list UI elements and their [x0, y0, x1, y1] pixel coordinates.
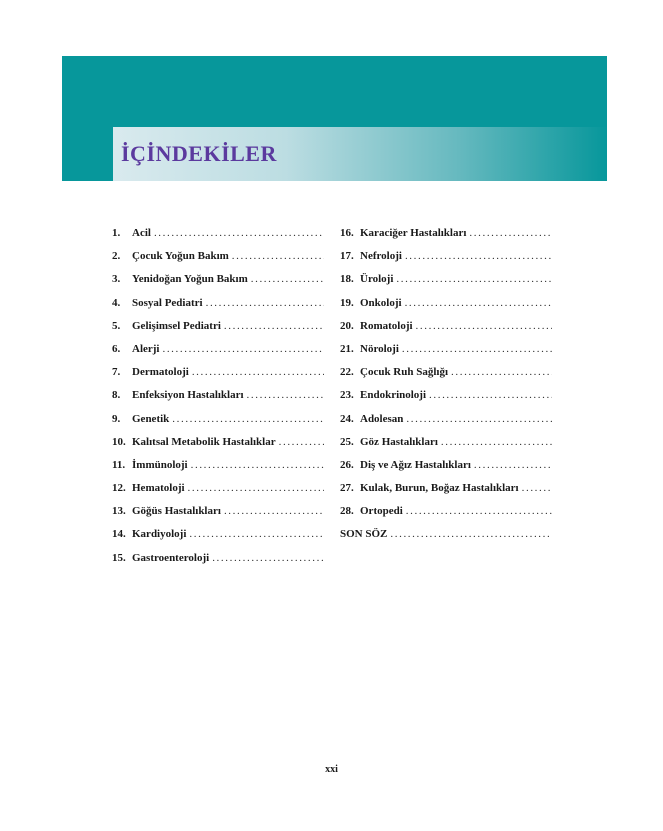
toc-entry-label: Karaciğer Hastalıkları: [360, 227, 467, 239]
toc-entry[interactable]: [112, 363, 324, 386]
toc-entry-number: 24.: [340, 412, 354, 425]
toc-entry-label: Nöroloji: [360, 342, 399, 355]
toc-entry-number: 5.: [112, 319, 121, 332]
toc-entry-number: 22.: [340, 366, 354, 379]
toc-dot-leader: [162, 340, 324, 358]
toc-entry[interactable]: [112, 479, 324, 502]
toc-dot-leader: [232, 247, 324, 265]
toc-entry[interactable]: [112, 502, 324, 525]
toc-entry-number: 11.: [112, 458, 126, 471]
toc-entry-number: 23.: [340, 389, 354, 402]
toc-entry-number: 4.: [112, 296, 121, 309]
toc-entry-number: 15.: [112, 551, 126, 564]
toc-entry-number: 20.: [340, 319, 354, 332]
toc-entry-number: 28.: [340, 505, 354, 518]
toc-entry-label: Endokrinoloji: [360, 389, 427, 402]
toc-entry[interactable]: [112, 549, 324, 572]
toc-entry-label: İmmünoloji: [132, 458, 188, 471]
toc-dot-leader: [279, 433, 324, 451]
toc-entry[interactable]: [340, 224, 552, 247]
toc-entry-label: Enfeksiyon Hastalıkları: [132, 389, 244, 402]
toc-dot-leader: [192, 363, 324, 381]
toc-entry-label: Kardiyoloji: [132, 528, 187, 541]
toc-entry-label: Alerji: [132, 342, 160, 355]
toc-column-right: [340, 224, 552, 549]
toc-entry-number: 14.: [112, 528, 126, 541]
toc-dot-leader: [406, 502, 552, 520]
toc-entry[interactable]: [340, 386, 552, 409]
toc-entry-label: Kalıtsal Metabolik Hastalıklar: [132, 435, 276, 448]
toc-column-left: [112, 224, 324, 572]
toc-entry[interactable]: [340, 270, 552, 293]
toc-entry-number: 8.: [112, 389, 121, 402]
toc-entry[interactable]: [340, 294, 552, 317]
toc-dot-leader: [188, 479, 324, 497]
toc-entry[interactable]: [340, 317, 552, 340]
toc-entry[interactable]: [112, 386, 324, 409]
toc-entry-number: 19.: [340, 296, 354, 309]
toc-entry[interactable]: [112, 456, 324, 479]
toc-entry[interactable]: [340, 363, 552, 386]
toc-entry[interactable]: [340, 247, 552, 270]
toc-dot-leader: [405, 247, 552, 265]
toc-entry-label: SON SÖZ: [340, 528, 388, 541]
toc-entry-label: Kulak, Burun, Boğaz Hastalıkları: [360, 482, 519, 495]
toc-entry-number: 16.: [340, 227, 354, 239]
toc-entry-label: Dermatoloji: [132, 366, 189, 379]
toc-dot-leader: [206, 294, 324, 312]
toc-entry-label: Genetik: [132, 412, 170, 425]
toc-entry[interactable]: [340, 340, 552, 363]
toc-entry-label: Nefroloji: [360, 250, 402, 263]
toc-entry-number: 27.: [340, 482, 354, 495]
toc-entry-number: 12.: [112, 482, 126, 495]
toc-entry[interactable]: [112, 294, 324, 317]
toc-entry-label: Romatoloji: [360, 319, 413, 332]
toc-entry-number: 10.: [112, 435, 126, 448]
toc-entry-label: Çocuk Ruh Sağlığı: [360, 366, 449, 379]
toc-entry-label: Üroloji: [360, 273, 394, 286]
toc-dot-leader: [390, 525, 552, 543]
toc-entry-label: Gelişimsel Pediatri: [132, 319, 221, 332]
toc-entry-number: 17.: [340, 250, 354, 263]
toc-entry-number: 6.: [112, 342, 121, 355]
toc-dot-leader: [251, 270, 324, 288]
page-number: xxi: [325, 764, 338, 775]
toc-entry-label: Adolesan: [360, 412, 404, 425]
toc-entry[interactable]: [340, 479, 552, 502]
toc-entry-label: Diş ve Ağız Hastalıkları: [360, 458, 471, 471]
toc-entry[interactable]: [112, 224, 324, 247]
toc-dot-leader: [172, 410, 324, 428]
toc-entry[interactable]: [112, 247, 324, 270]
toc-entry[interactable]: [112, 270, 324, 293]
toc-entry[interactable]: [340, 456, 552, 479]
toc-entry-label: Acil: [132, 227, 151, 239]
toc-entry[interactable]: [112, 525, 324, 548]
toc-dot-leader: [189, 525, 324, 543]
toc-dot-leader: [402, 340, 552, 358]
toc-dot-leader: [474, 456, 552, 474]
toc-entry[interactable]: [112, 433, 324, 456]
toc-entry[interactable]: [340, 433, 552, 456]
toc-dot-leader: [406, 410, 552, 428]
page-title: İÇİNDEKİLER: [121, 141, 277, 166]
toc-entry-number: 2.: [112, 250, 121, 263]
toc-entry-label: Yenidoğan Yoğun Bakım: [132, 273, 248, 286]
toc-entry[interactable]: [340, 410, 552, 433]
toc-entry[interactable]: [340, 525, 552, 548]
toc-entry-number: 18.: [340, 273, 354, 286]
toc-entry-label: Göğüs Hastalıkları: [132, 505, 221, 518]
toc-dot-leader: [441, 433, 552, 451]
toc-dot-leader: [191, 456, 324, 474]
toc-dot-leader: [396, 270, 552, 288]
toc-entry-label: Sosyal Pediatri: [132, 296, 203, 309]
toc-entry-label: Hematoloji: [132, 482, 185, 495]
toc-dot-leader: [154, 224, 324, 242]
toc-dot-leader: [522, 479, 552, 497]
toc-dot-leader: [247, 386, 324, 404]
toc-entry-number: 26.: [340, 458, 354, 471]
toc-entry-label: Gastroenteroloji: [132, 551, 210, 564]
toc-dot-leader: [429, 386, 552, 404]
toc-entry-number: 1.: [112, 227, 121, 239]
toc-dot-leader: [451, 363, 552, 381]
toc-entry-number: 7.: [112, 366, 121, 379]
toc-entry[interactable]: [112, 340, 324, 363]
toc-entry-number: 13.: [112, 505, 126, 518]
toc-entry-number: 25.: [340, 435, 354, 448]
toc-dot-leader: [224, 502, 324, 520]
toc-entry[interactable]: [340, 502, 552, 525]
toc-entry-number: 3.: [112, 273, 121, 286]
toc-entry-label: Onkoloji: [360, 296, 402, 309]
toc-entry-label: Göz Hastalıkları: [360, 435, 438, 448]
toc-dot-leader: [416, 317, 552, 335]
toc-entry-number: 21.: [340, 342, 354, 355]
toc-entry[interactable]: [112, 317, 324, 340]
toc-dot-leader: [405, 294, 552, 312]
toc-entry-number: 9.: [112, 412, 121, 425]
toc-dot-leader: [212, 549, 324, 567]
toc-dot-leader: [469, 224, 552, 242]
toc-entry[interactable]: [112, 410, 324, 433]
toc-entry-label: Çocuk Yoğun Bakım: [132, 250, 229, 263]
toc-dot-leader: [224, 317, 324, 335]
toc-entry-label: Ortopedi: [360, 505, 403, 518]
